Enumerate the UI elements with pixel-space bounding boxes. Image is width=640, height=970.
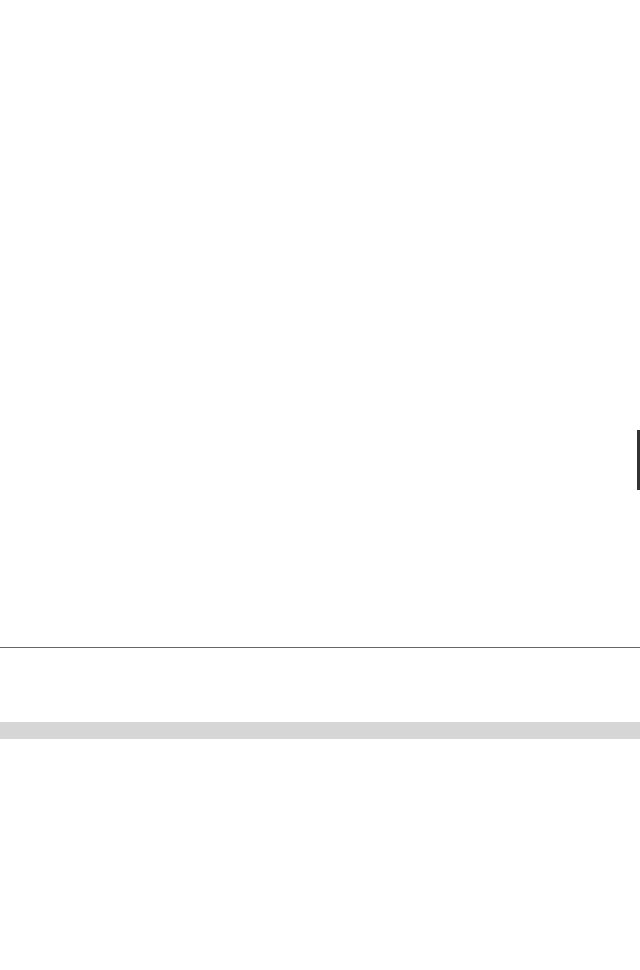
summary-table-header bbox=[0, 722, 640, 739]
divider bbox=[0, 647, 640, 648]
